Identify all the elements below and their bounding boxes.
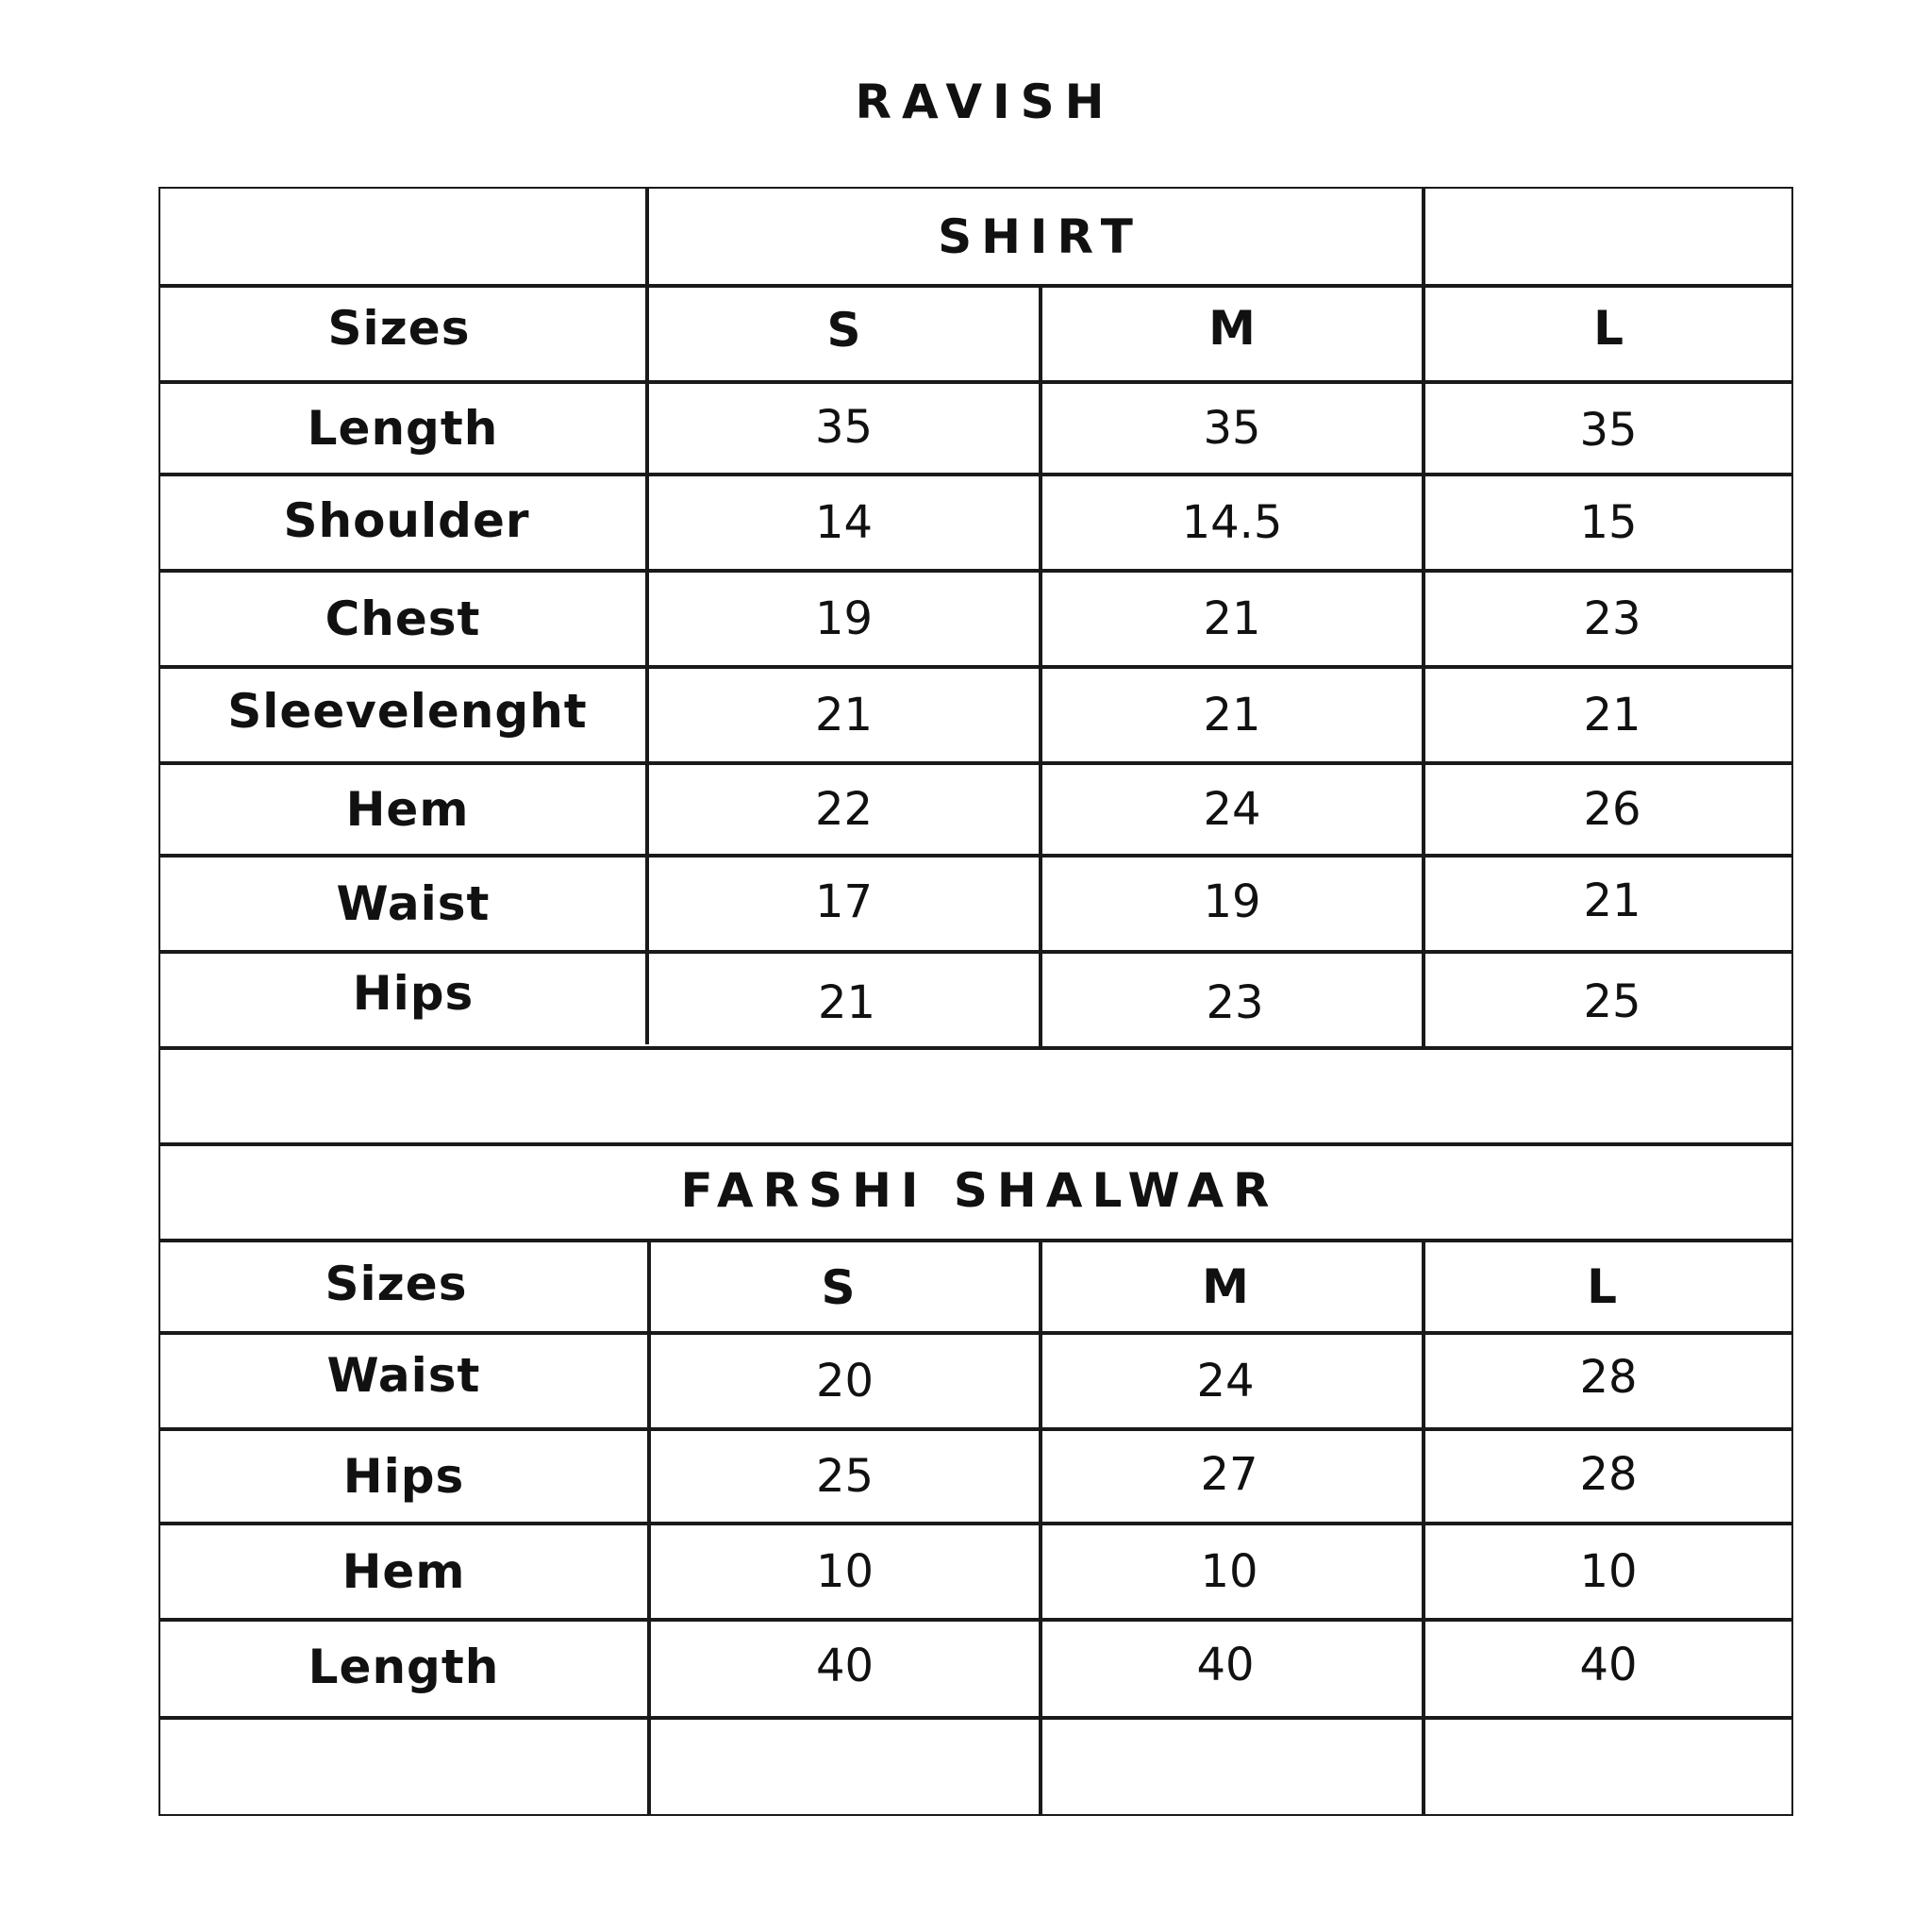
shirt-cell: 23 bbox=[1583, 592, 1641, 645]
shalwar-row-label: Hips bbox=[342, 1449, 465, 1504]
shirt-cell: 22 bbox=[814, 783, 874, 836]
shalwar-cell: 10 bbox=[1200, 1545, 1258, 1598]
shalwar-cell: 40 bbox=[1196, 1639, 1255, 1691]
shirt-cell: 14 bbox=[814, 496, 874, 549]
shalwar-cell: 28 bbox=[1579, 1351, 1638, 1404]
shirt-cell: 23 bbox=[1206, 976, 1264, 1029]
shirt-cell: 19 bbox=[1203, 875, 1261, 928]
shirt-row-label: Shoulder bbox=[283, 493, 530, 548]
shalwar-cell: 28 bbox=[1579, 1448, 1638, 1501]
shalwar-cell: 10 bbox=[815, 1545, 874, 1598]
shirt-cell: 19 bbox=[814, 592, 874, 645]
shirt-cell: 35 bbox=[1203, 402, 1261, 455]
shirt-cell: 21 bbox=[1583, 689, 1641, 741]
shalwar-cell: 24 bbox=[1196, 1355, 1255, 1407]
shalwar-section-title: FARSHI SHALWAR bbox=[680, 1163, 1279, 1218]
shalwar-cell: 40 bbox=[1579, 1639, 1638, 1691]
shalwar-row-label: Waist bbox=[326, 1348, 481, 1403]
shirt-cell: 21 bbox=[1203, 592, 1261, 645]
shirt-size-l: L bbox=[1593, 301, 1624, 356]
size-chart bbox=[158, 187, 1793, 1816]
shirt-cell: 24 bbox=[1203, 783, 1261, 836]
shirt-header-label: Sizes bbox=[327, 301, 471, 356]
shirt-size-s: S bbox=[826, 303, 861, 358]
shirt-cell: 21 bbox=[1583, 874, 1641, 927]
shirt-cell: 35 bbox=[814, 401, 874, 454]
shirt-cell: 21 bbox=[817, 976, 876, 1029]
shalwar-size-s: S bbox=[821, 1260, 856, 1315]
shirt-cell: 21 bbox=[1203, 689, 1261, 741]
shirt-cell: 26 bbox=[1583, 783, 1641, 836]
shirt-cell: 15 bbox=[1579, 496, 1638, 549]
shalwar-size-l: L bbox=[1587, 1259, 1617, 1314]
shalwar-header-label: Sizes bbox=[325, 1257, 468, 1311]
shirt-row-label: Hips bbox=[352, 966, 475, 1021]
shirt-row-label: Length bbox=[307, 401, 499, 456]
shalwar-cell: 25 bbox=[815, 1450, 874, 1503]
shirt-row-label: Chest bbox=[325, 591, 481, 646]
shalwar-cell: 10 bbox=[1579, 1545, 1638, 1598]
shalwar-cell: 20 bbox=[815, 1355, 874, 1407]
shalwar-row-label: Length bbox=[308, 1640, 500, 1694]
shirt-cell: 25 bbox=[1583, 975, 1641, 1028]
shirt-section-title: SHIRT bbox=[938, 208, 1142, 264]
shirt-cell: 14.5 bbox=[1181, 496, 1283, 549]
shirt-cell: 17 bbox=[814, 875, 874, 928]
shalwar-cell: 40 bbox=[815, 1640, 874, 1692]
shalwar-cell: 27 bbox=[1200, 1448, 1258, 1501]
shirt-cell: 35 bbox=[1579, 404, 1638, 457]
shirt-cell: 21 bbox=[814, 689, 874, 741]
shalwar-size-m: M bbox=[1202, 1259, 1249, 1314]
brand-title: RAVISH bbox=[855, 75, 1115, 129]
shalwar-row-label: Hem bbox=[341, 1544, 466, 1599]
shirt-row-label: Waist bbox=[336, 876, 491, 931]
shirt-row-label: Hem bbox=[345, 782, 470, 837]
shirt-row-label: Sleevelenght bbox=[227, 684, 588, 739]
shirt-size-m: M bbox=[1208, 301, 1256, 356]
